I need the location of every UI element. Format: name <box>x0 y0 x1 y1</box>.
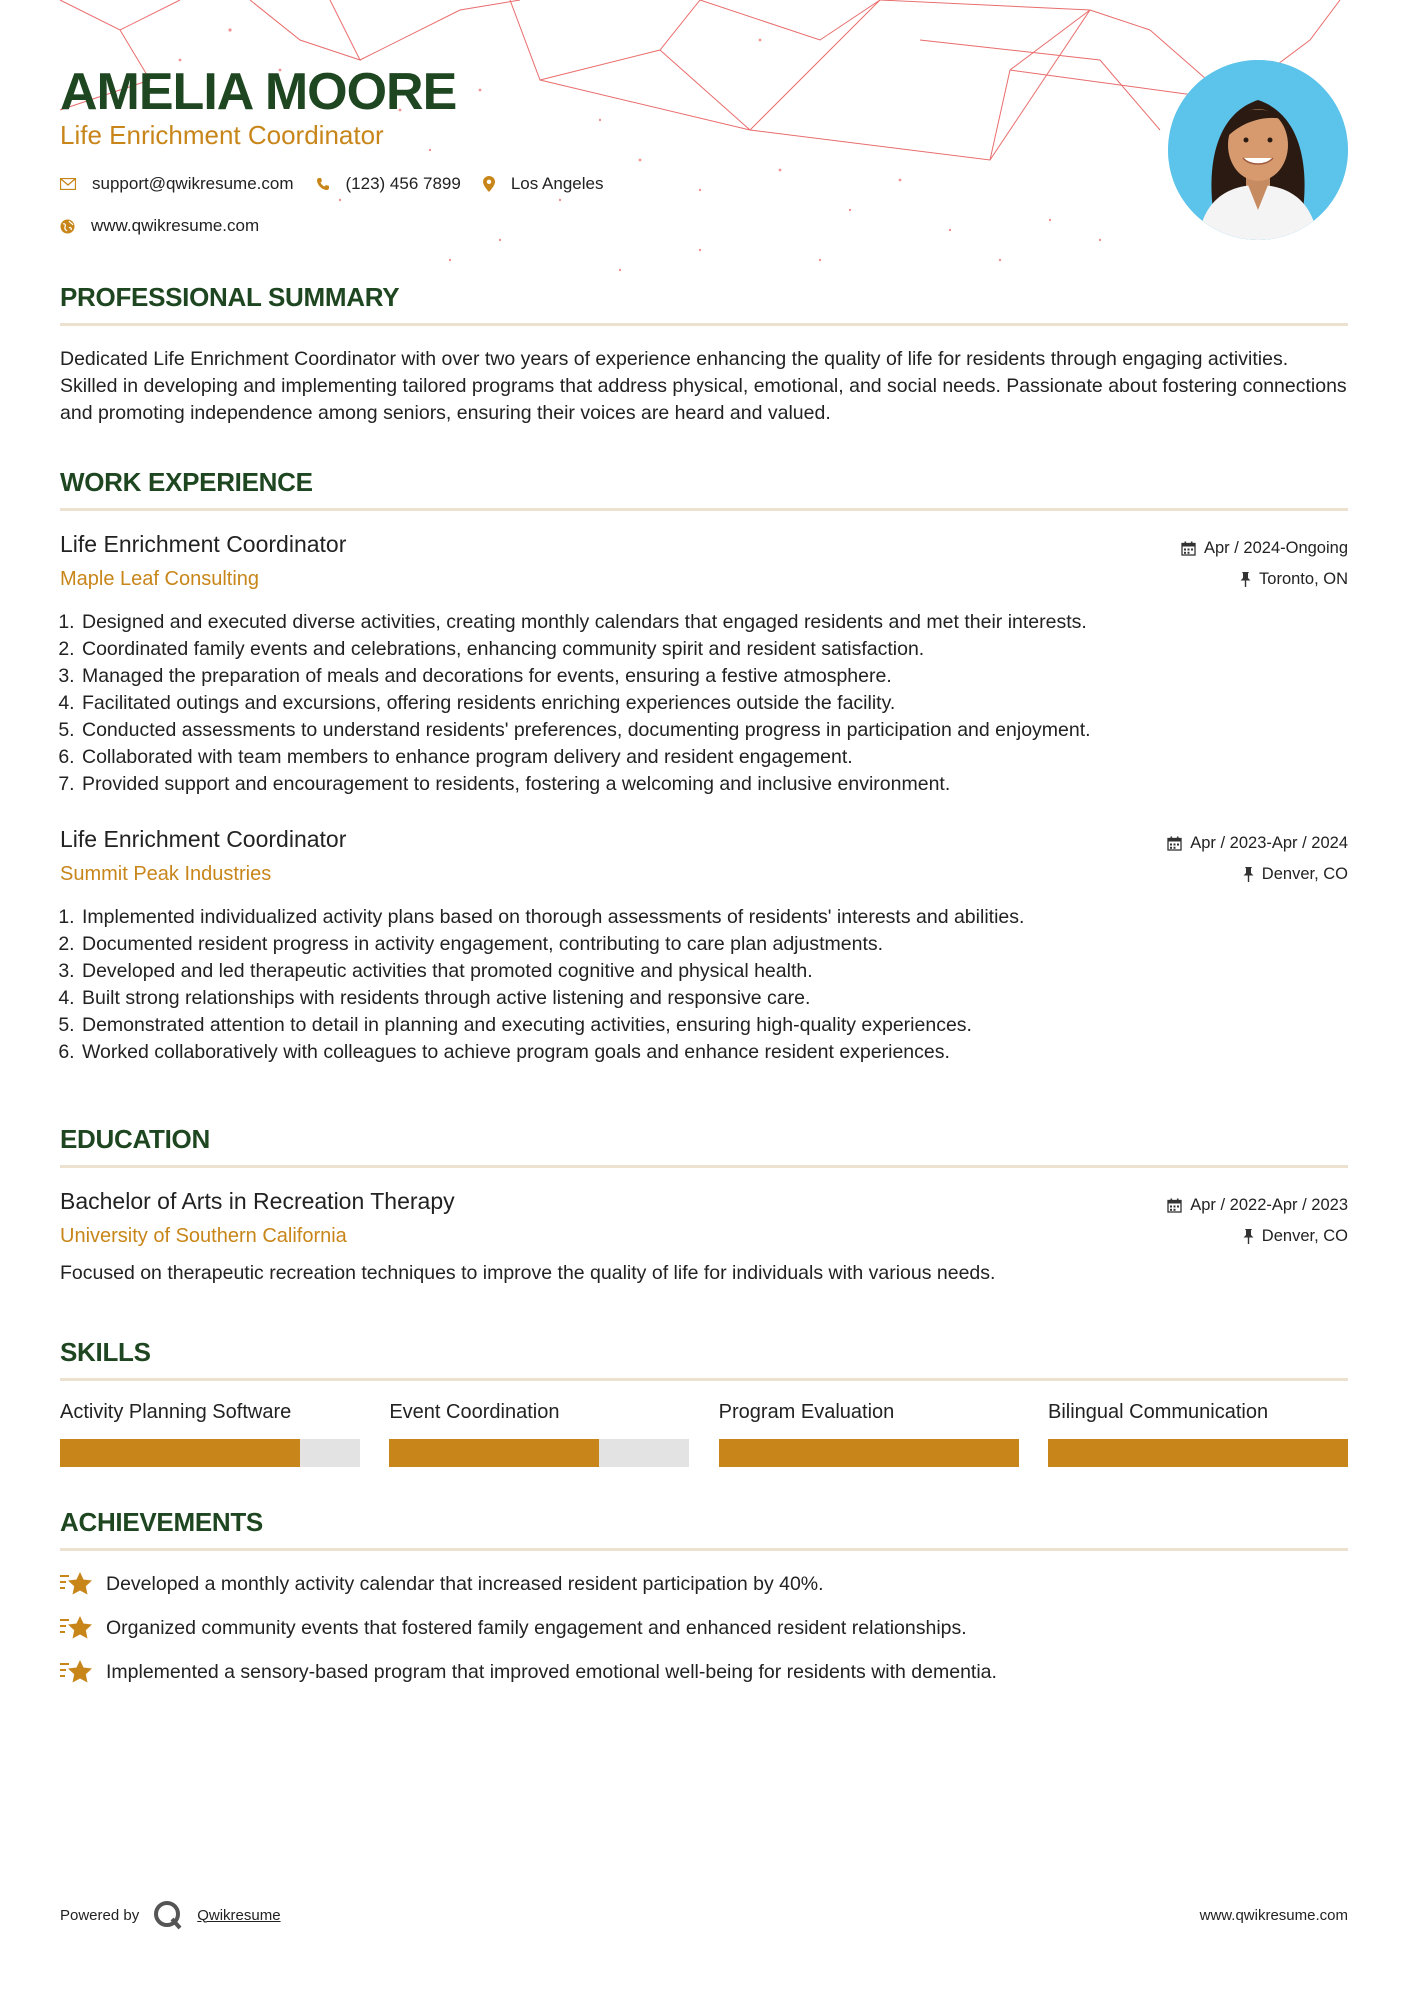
list-item: 2. Coordinated family events and celebrations, enhancing community spirit and resident satisfaction. <box>80 636 1348 663</box>
achievements-heading: ACHIEVEMENTS <box>60 1507 1348 1551</box>
star-award-icon <box>60 1658 94 1686</box>
job-company: Maple Leaf Consulting <box>60 568 260 590</box>
summary-heading: PROFESSIONAL SUMMARY <box>60 282 1348 326</box>
job-dates <box>1181 537 1348 559</box>
pushpin-icon <box>1243 867 1254 882</box>
skill-level-bar <box>719 1439 1019 1467</box>
footer-website-link[interactable]: www.qwikresume.com <box>1199 1906 1348 1924</box>
skill-name: Program Evaluation <box>718 1401 895 1423</box>
star-award-icon <box>60 1614 94 1642</box>
candidate-role: Life Enrichment Coordinator <box>60 120 384 150</box>
education-description: Focused on therapeutic recreation techniques to improve the quality of life for individuals with various needs. <box>60 1262 996 1284</box>
footer-branding <box>60 1900 281 1930</box>
skill-level-fill <box>389 1439 599 1467</box>
profile-portrait <box>1168 60 1348 240</box>
powered-by-label: Powered by <box>60 1906 140 1924</box>
skill-name: Activity Planning Software <box>60 1401 292 1423</box>
achievement-item <box>60 1615 1348 1641</box>
job-location <box>1167 863 1348 885</box>
job-meta <box>1167 832 1348 894</box>
pushpin-icon <box>1243 1229 1254 1244</box>
education-location <box>1167 1225 1348 1247</box>
skill-level-bar <box>1048 1439 1348 1467</box>
education-section <box>60 1124 1348 1287</box>
education-dates <box>1167 1194 1348 1216</box>
list-item: 2. Documented resident progress in activity engagement, contributing to care plan adjustments. <box>80 931 1348 958</box>
job-dates-text: Apr / 2024-Ongoing <box>1203 538 1348 557</box>
achievement-item <box>60 1659 1348 1685</box>
pushpin-icon <box>1240 572 1251 587</box>
skill-name: Event Coordination <box>389 1401 560 1423</box>
list-item: 1. Designed and executed diverse activities, creating monthly calendars that engaged residents and met their interests. <box>80 609 1348 636</box>
list-item: 3. Managed the preparation of meals and decorations for events, ensuring a festive atmosphere. <box>80 663 1348 690</box>
candidate-name: AMELIA MOORE <box>60 63 457 121</box>
page-footer <box>60 1898 1348 1932</box>
list-item: 6. Collaborated with team members to enhance program delivery and resident engagement. <box>80 744 1348 771</box>
qwikresume-link[interactable]: Qwikresume <box>197 1906 281 1924</box>
job-bullets <box>60 609 1348 798</box>
school-name: University of Southern California <box>60 1225 347 1247</box>
contact-row-1 <box>60 172 625 196</box>
list-item: 5. Conducted assessments to understand residents' preferences, documenting progress in participation and enjoyment. <box>80 717 1348 744</box>
profile-photo <box>1168 60 1348 240</box>
contact-row-2 <box>60 214 625 238</box>
envelope-icon <box>60 178 76 190</box>
education-entry <box>60 1188 1348 1287</box>
skill-item <box>60 1401 360 1467</box>
skill-item <box>719 1401 1019 1467</box>
skill-item <box>1048 1401 1348 1467</box>
experience-heading: WORK EXPERIENCE <box>60 467 1348 511</box>
job-dates-text: Apr / 2023-Apr / 2024 <box>1190 833 1348 852</box>
skills-heading: SKILLS <box>60 1337 1348 1381</box>
experience-section <box>60 467 1348 1066</box>
job-dates <box>1167 832 1348 854</box>
resume-content <box>60 0 1348 1685</box>
education-meta <box>1167 1194 1348 1256</box>
achievements-section <box>60 1507 1348 1685</box>
contact-website[interactable] <box>60 216 259 236</box>
job-location <box>1181 568 1348 590</box>
list-item: 7. Provided support and encouragement to residents, fostering a welcoming and inclusive environment. <box>80 771 1348 798</box>
education-heading: EDUCATION <box>60 1124 1348 1168</box>
skill-level-bar <box>60 1439 360 1467</box>
skill-level-fill <box>1048 1439 1348 1467</box>
job-entry <box>60 531 1348 798</box>
list-item: 4. Built strong relationships with residents through active listening and responsive care. <box>80 985 1348 1012</box>
job-entry <box>60 826 1348 1066</box>
contact-phone[interactable] <box>316 174 461 194</box>
star-award-icon <box>60 1570 94 1598</box>
calendar-icon <box>1167 1198 1182 1213</box>
skill-level-bar <box>389 1439 689 1467</box>
globe-icon <box>60 219 75 234</box>
achievement-text: Developed a monthly activity calendar that increased resident participation by 40%. <box>106 1572 824 1595</box>
summary-section <box>60 282 1348 427</box>
achievement-item <box>60 1571 1348 1597</box>
map-pin-icon <box>483 176 495 192</box>
degree-title: Bachelor of Arts in Recreation Therapy <box>60 1188 455 1214</box>
contact-info <box>60 172 625 256</box>
job-location-text: Toronto, ON <box>1259 569 1348 588</box>
resume-header <box>60 0 1348 270</box>
list-item: 3. Developed and led therapeutic activities that promoted cognitive and physical health. <box>80 958 1348 985</box>
education-dates-text: Apr / 2022-Apr / 2023 <box>1190 1195 1348 1214</box>
summary-text: Dedicated Life Enrichment Coordinator with over two years of experience enhancing the quality of life for residents through engaging activities. Skilled in developing and implementing tailored programs that address physical, emotional, and social needs. Passionate about fostering connections and promoting independence among seniors, ensuring their voices are heard and valued. <box>60 348 1347 424</box>
job-title: Life Enrichment Coordinator <box>60 531 347 557</box>
job-location-text: Denver, CO <box>1261 864 1348 883</box>
skill-item <box>389 1401 689 1467</box>
education-location-text: Denver, CO <box>1261 1226 1348 1245</box>
list-item: 6. Worked collaboratively with colleagues to achieve program goals and enhance resident experiences. <box>80 1039 1348 1066</box>
skill-level-fill <box>719 1439 1019 1467</box>
list-item: 4. Facilitated outings and excursions, offering residents enriching experiences outside the facility. <box>80 690 1348 717</box>
achievement-text: Implemented a sensory-based program that improved emotional well-being for residents with dementia. <box>106 1660 997 1683</box>
list-item: 5. Demonstrated attention to detail in planning and executing activities, ensuring high-quality experiences. <box>80 1012 1348 1039</box>
job-meta <box>1181 537 1348 599</box>
contact-location <box>483 174 604 194</box>
job-title: Life Enrichment Coordinator <box>60 826 347 852</box>
skill-name: Bilingual Communication <box>1047 1401 1269 1423</box>
contact-email[interactable] <box>60 174 294 194</box>
website-text: www.qwikresume.com <box>91 216 260 235</box>
phone-icon <box>316 177 330 191</box>
achievement-text: Organized community events that fostered family engagement and enhanced resident relationships. <box>106 1616 967 1639</box>
skills-section <box>60 1337 1348 1467</box>
list-item: 1. Implemented individualized activity plans based on thorough assessments of residents' interests and abilities. <box>80 904 1348 931</box>
location-text: Los Angeles <box>510 174 604 193</box>
job-company: Summit Peak Industries <box>60 863 272 885</box>
calendar-icon <box>1181 541 1196 556</box>
skills-list <box>60 1401 1348 1467</box>
skill-level-fill <box>60 1439 300 1467</box>
phone-text: (123) 456 7899 <box>345 174 461 193</box>
calendar-icon <box>1167 836 1182 851</box>
job-bullets <box>60 904 1348 1066</box>
email-text: support@qwikresume.com <box>92 174 294 193</box>
qwikresume-logo-icon <box>153 1900 183 1930</box>
